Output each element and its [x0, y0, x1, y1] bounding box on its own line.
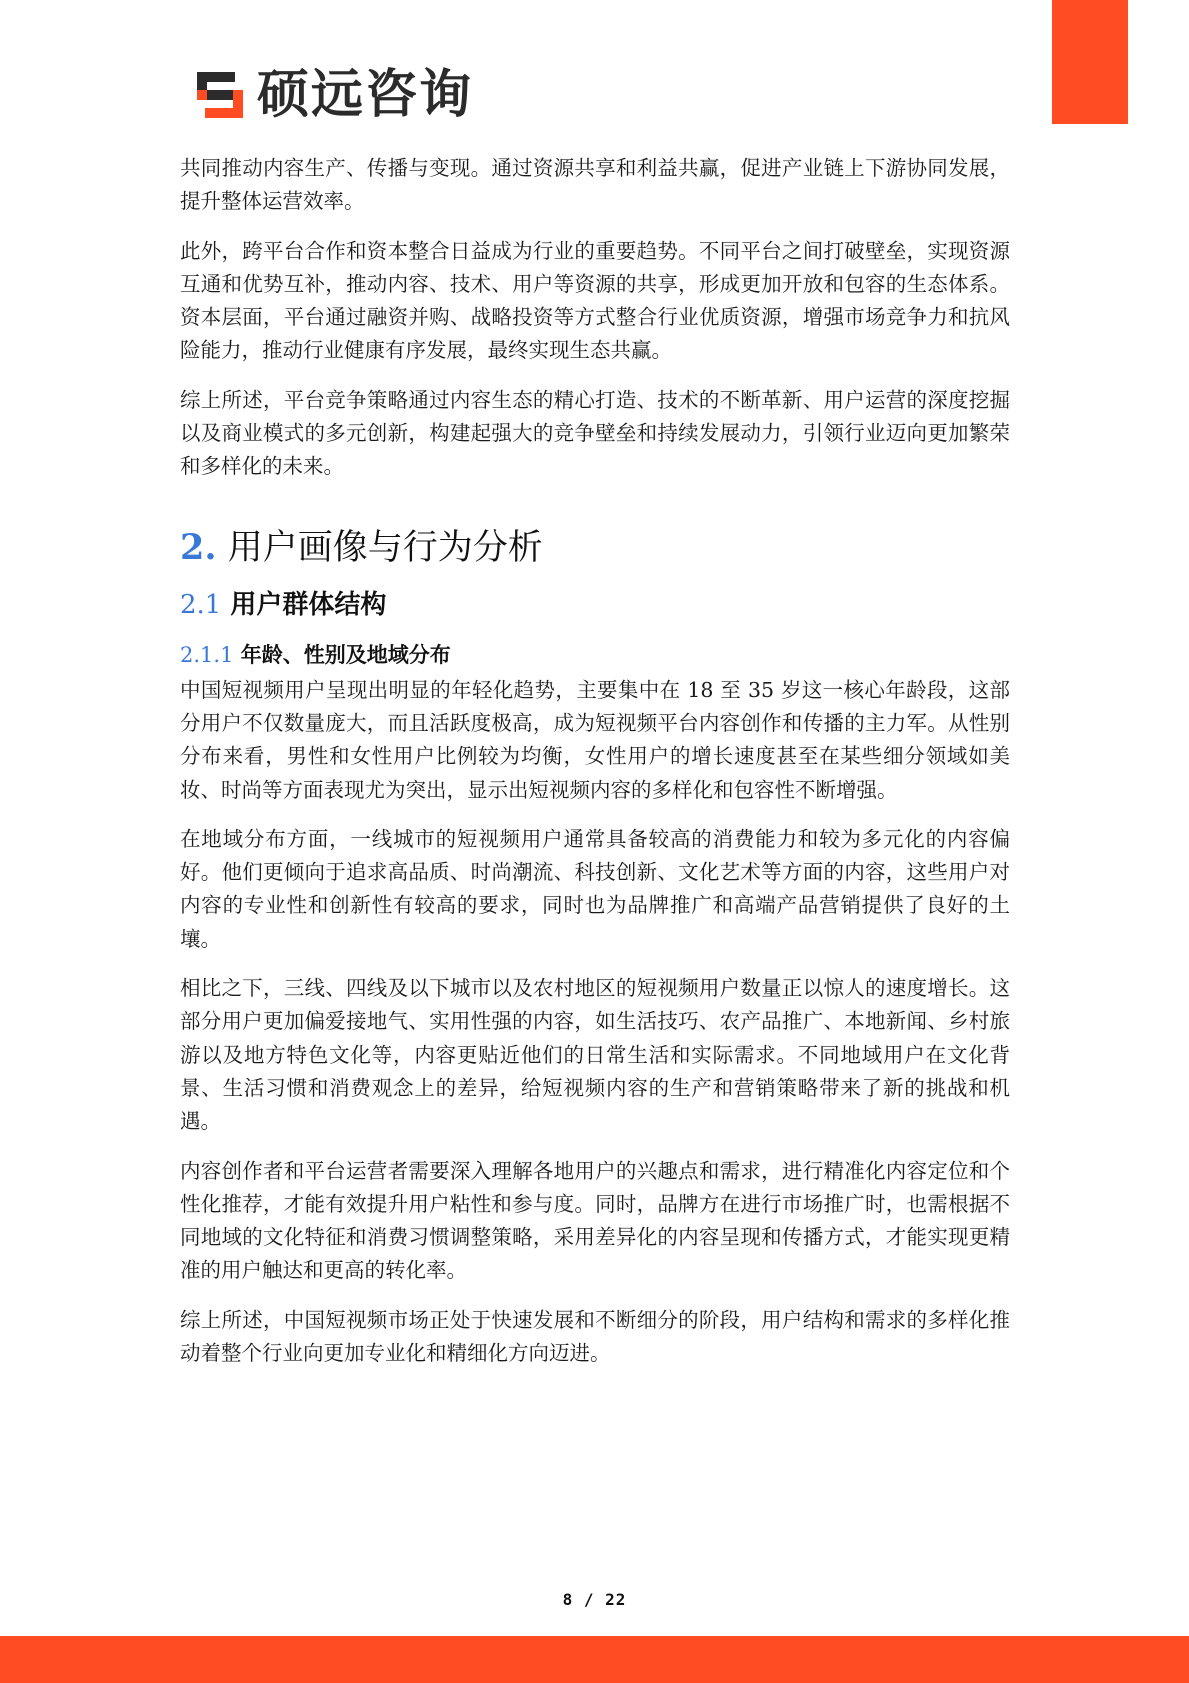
body-paragraph: 相比之下，三线、四线及以下城市以及农村地区的短视频用户数量正以惊人的速度增长。这部分用户更加偏爱接地气、实用性强的内容，如生活技巧、农产品推广、本地新闻、乡村旅游以及地方特色文化等，内容更贴近他们的日常生活和实际需求。不同地域用户在文化背景、生活习惯和消费观念上的差异，给短视频内容的生产和营销策略带来了新的挑战和机遇。: [180, 976, 1010, 1134]
bottom-accent-bar: [0, 1636, 1189, 1683]
subsubsection-heading: [180, 640, 1010, 670]
intro-paragraph: 综上所述，平台竞争策略通过内容生态的精心打造、技术的不断革新、用户运营的深度挖掘以及商业模式的多元创新，构建起强大的竞争壁垒和持续发展动力，引领行业迈向更加繁荣和多样化的未来。: [180, 387, 1010, 479]
subsection-number: 2.1: [180, 589, 222, 620]
intro-paragraph: 共同推动内容生产、传播与变现。通过资源共享和利益共赢，促进产业链上下游协同发展，提升整体运营效率。: [180, 156, 1010, 214]
logo-mark-icon: [193, 68, 247, 122]
company-logo: [193, 66, 473, 124]
body-paragraph: 在地域分布方面，一线城市的短视频用户通常具备较高的消费能力和较为多元化的内容偏好。他们更倾向于追求高品质、时尚潮流、科技创新、文化艺术等方面的内容，这些用户对内容的专业性和创新性有较高的要求，同时也为品牌推广和高端产品营销提供了良好的土壤。: [180, 826, 1010, 951]
subsubsection-number: 2.1.1: [180, 642, 234, 667]
section-title: 用户画像与行为分析: [227, 527, 543, 568]
body-paragraph: 内容创作者和平台运营者需要深入理解各地用户的兴趣点和需求，进行精准化内容定位和个性化推荐，才能有效提升用户粘性和参与度。同时，品牌方在进行市场推广时，也需根据不同地域的文化特征和消费习惯调整策略，采用差异化的内容呈现和传播方式，才能实现更精准的用户触达和更高的转化率。: [180, 1158, 1010, 1283]
subsubsection-title: 年龄、性别及地域分布: [240, 642, 451, 667]
page-content: [180, 152, 1010, 1386]
logo-wordmark: 硕远咨询: [257, 65, 474, 125]
body-paragraph: 综上所述，中国短视频市场正处于快速发展和不断细分的阶段，用户结构和需求的多样化推动着整个行业向更加专业化和精细化方向迈进。: [180, 1307, 1010, 1366]
page-number: 8 / 22: [562, 1590, 627, 1609]
body-paragraph: 中国短视频用户呈现出明显的年轻化趋势，主要集中在 18 至 35 岁这一核心年龄段，这部分用户不仅数量庞大，而且活跃度极高，成为短视频平台内容创作和传播的主力军。从性别分布来看，男性和女性用户比例较为均衡，女性用户的增长速度甚至在某些细分领域如美妆、时尚等方面表现尤为突出，显示出短视频内容的多样化和包容性不断增强。: [180, 677, 1010, 802]
subsection-title: 用户群体结构: [230, 589, 387, 620]
corner-accent-block: [1052, 0, 1128, 124]
section-heading: [180, 526, 1010, 570]
subsection-heading: [180, 588, 1010, 622]
section-number: 2.: [180, 526, 217, 568]
intro-paragraph: 此外，跨平台合作和资本整合日益成为行业的重要趋势。不同平台之间打破壁垒，实现资源互通和优势互补，推动内容、技术、用户等资源的共享，形成更加开放和包容的生态体系。资本层面，平台通过融资并购、战略投资等方式整合行业优质资源，增强市场竞争力和抗风险能力，推动行业健康有序发展，最终实现生态共赢。: [180, 238, 1010, 363]
